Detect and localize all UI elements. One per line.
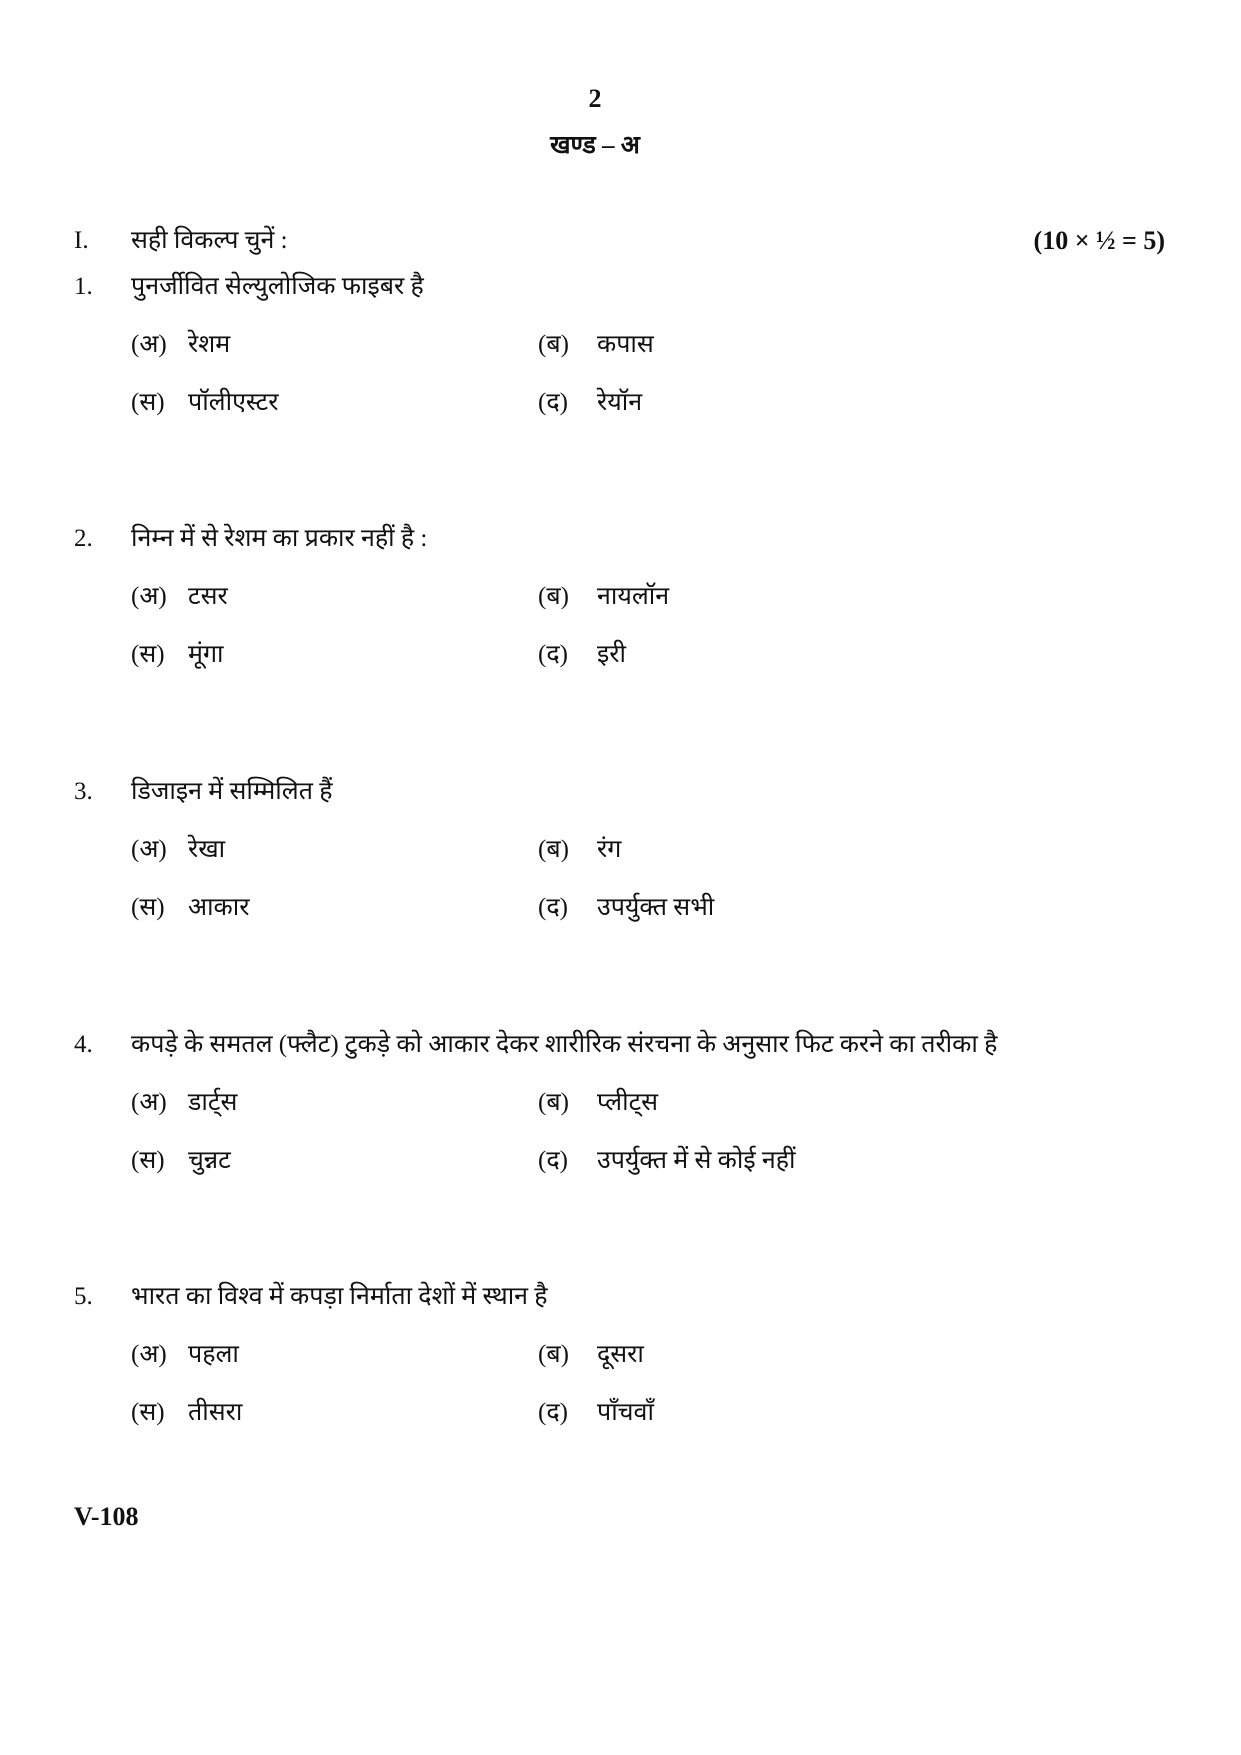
question-text: डिजाइन में सम्मिलित हैं: [131, 778, 333, 805]
option-text: रेयॉन: [597, 389, 643, 416]
option-text: रेशम: [188, 331, 231, 358]
option-label: (ब): [538, 331, 569, 358]
part-instruction: सही विकल्प चुनें :: [131, 227, 288, 254]
part-roman: I.: [74, 227, 89, 254]
question-number: 3.: [74, 778, 93, 805]
option-text: नायलॉन: [597, 583, 670, 610]
option-label: (ब): [538, 583, 569, 610]
option-text: टसर: [188, 583, 228, 610]
option-text: पॉलीएस्टर: [188, 389, 279, 416]
option-label: (ब): [538, 836, 569, 863]
option-text: रेखा: [188, 836, 226, 863]
question-text: निम्न में से रेशम का प्रकार नहीं है :: [131, 525, 428, 552]
option-text: प्लीट्स: [597, 1089, 659, 1116]
option-label: (अ): [131, 1089, 167, 1116]
option-label: (अ): [131, 1341, 167, 1368]
option-label: (स): [131, 894, 165, 921]
question-text: पुनर्जीवित सेल्युलोजिक फाइबर है: [131, 273, 424, 300]
question-number: 1.: [74, 273, 93, 300]
question-number: 2.: [74, 525, 93, 552]
marks-allocation: (10 × ½ = 5): [1033, 226, 1165, 255]
option-label: (अ): [131, 331, 167, 358]
option-label: (स): [131, 1147, 165, 1174]
option-text: आकार: [188, 894, 250, 921]
option-label: (अ): [131, 836, 167, 863]
option-text: उपर्युक्त में से कोई नहीं: [597, 1147, 796, 1174]
option-label: (द): [538, 389, 568, 416]
option-text: डार्ट्स: [188, 1089, 238, 1116]
option-label: (द): [538, 1399, 568, 1426]
question-number: 5.: [74, 1283, 93, 1310]
option-label: (स): [131, 1399, 165, 1426]
option-text: कपास: [597, 331, 654, 358]
option-label: (द): [538, 1147, 568, 1174]
option-label: (ब): [538, 1341, 569, 1368]
option-text: रंग: [597, 836, 622, 863]
option-text: पहला: [188, 1341, 239, 1368]
option-label: (द): [538, 894, 568, 921]
section-title: खण्ड – अ: [550, 132, 640, 159]
option-text: इरी: [597, 641, 626, 668]
option-text: चुन्नट: [188, 1147, 231, 1174]
option-label: (अ): [131, 583, 167, 610]
option-label: (स): [131, 389, 165, 416]
option-label: (स): [131, 641, 165, 668]
question-text: भारत का विश्व में कपड़ा निर्माता देशों में स्थान है: [131, 1283, 548, 1310]
question-text: कपड़े के समतल (फ्लैट) टुकड़े को आकार देकर शारीरिक संरचना के अनुसार फिट करने का तरीका है: [131, 1031, 998, 1058]
option-text: पाँचवाँ: [597, 1399, 654, 1426]
option-text: तीसरा: [188, 1399, 243, 1426]
option-text: मूंगा: [188, 641, 224, 668]
option-text: दूसरा: [597, 1341, 644, 1368]
question-number: 4.: [74, 1031, 93, 1058]
page-number: 2: [588, 84, 602, 113]
option-label: (ब): [538, 1089, 569, 1116]
option-label: (द): [538, 641, 568, 668]
option-text: उपर्युक्त सभी: [597, 894, 715, 921]
paper-code: V-108: [74, 1502, 139, 1531]
